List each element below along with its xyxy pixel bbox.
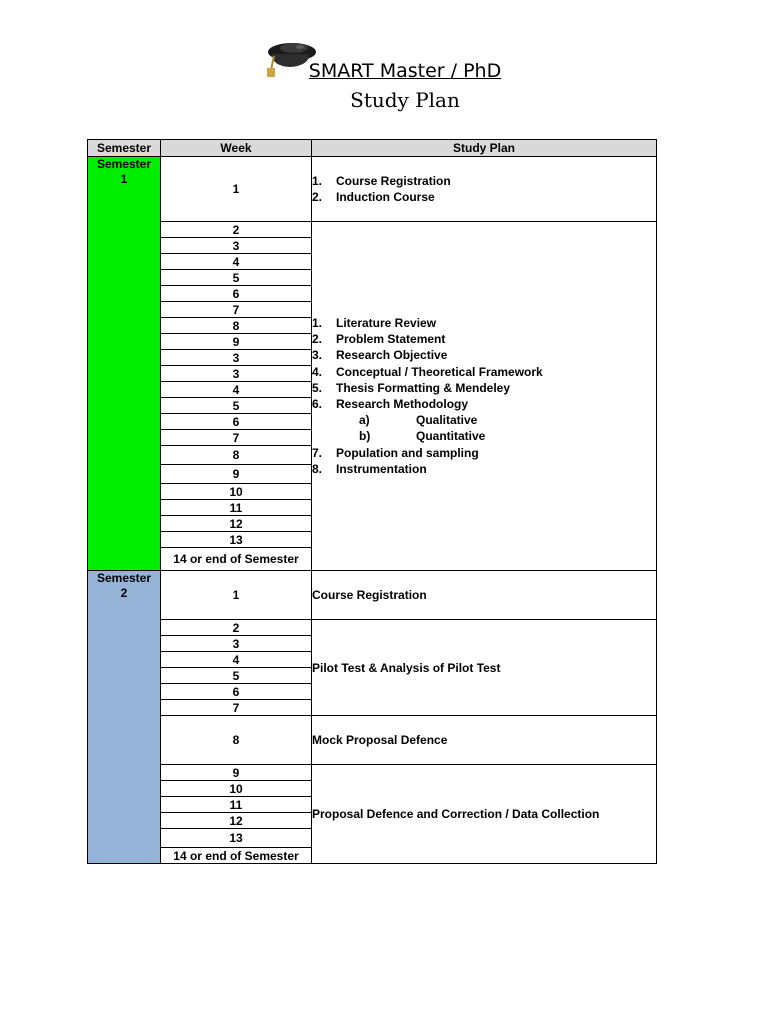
week-cell: 10 xyxy=(161,484,312,500)
week-cell: 3 xyxy=(161,366,312,382)
week-cell: 1 xyxy=(161,571,312,620)
list-item: 2. Induction Course xyxy=(312,190,435,204)
table-row xyxy=(88,222,657,238)
week-cell: 9 xyxy=(161,334,312,350)
study-plan-list xyxy=(312,173,656,205)
week-cell: 10 xyxy=(161,781,312,797)
week-cell: 3 xyxy=(161,636,312,652)
document-header xyxy=(0,0,768,130)
study-plan-table xyxy=(87,139,657,864)
week-cell: 7 xyxy=(161,430,312,446)
week-cell: 12 xyxy=(161,516,312,532)
week-cell: 2 xyxy=(161,620,312,636)
document-subtitle: Study Plan xyxy=(350,88,460,112)
semester-2-cell: Semester 2 xyxy=(88,571,161,864)
week-cell: 14 or end of Semester xyxy=(161,548,312,571)
table-row xyxy=(88,620,657,636)
list-item: 2. Problem Statement xyxy=(312,332,446,347)
week-cell: 6 xyxy=(161,684,312,700)
week-cell: 9 xyxy=(161,765,312,781)
week-cell: 4 xyxy=(161,382,312,398)
week-cell: 1 xyxy=(161,157,312,222)
week-cell: 5 xyxy=(161,398,312,414)
week-cell: 11 xyxy=(161,500,312,516)
list-item: 4. Conceptual / Theoretical Framework xyxy=(312,364,543,379)
study-plan-cell xyxy=(312,222,657,571)
study-plan-cell: Mock Proposal Defence xyxy=(312,716,657,765)
table-row xyxy=(88,716,657,765)
table-header-row xyxy=(88,140,657,157)
week-cell: 5 xyxy=(161,668,312,684)
week-cell: 8 xyxy=(161,716,312,765)
week-cell: 6 xyxy=(161,286,312,302)
week-cell: 4 xyxy=(161,254,312,270)
week-cell: 7 xyxy=(161,302,312,318)
column-header-semester: Semester xyxy=(88,140,161,157)
week-cell: 6 xyxy=(161,414,312,430)
semester-1-cell: Semester 1 xyxy=(88,157,161,571)
table-row xyxy=(88,765,657,781)
week-cell: 13 xyxy=(161,532,312,548)
study-plan-cell: Course Registration xyxy=(312,571,657,620)
week-cell: 8 xyxy=(161,446,312,465)
list-item: a) Qualitative xyxy=(359,413,478,428)
list-item: 6. Research Methodology xyxy=(312,397,469,411)
list-item: 1. Literature Review xyxy=(312,315,437,330)
week-cell: 14 or end of Semester xyxy=(161,848,312,864)
study-plan-list xyxy=(312,315,656,477)
week-cell: 11 xyxy=(161,797,312,813)
list-item: 5. Thesis Formatting & Mendeley xyxy=(312,380,511,395)
list-item: b) Quantitative xyxy=(359,429,486,444)
week-cell: 5 xyxy=(161,270,312,286)
list-item: 3. Research Objective xyxy=(312,348,448,363)
week-cell: 8 xyxy=(161,318,312,334)
document-title: SMART Master / PhD xyxy=(308,60,502,82)
table-row xyxy=(88,571,657,620)
list-item: 7. Population and sampling xyxy=(312,445,479,460)
week-cell: 13 xyxy=(161,829,312,848)
week-cell: 3 xyxy=(161,238,312,254)
study-plan-cell: Proposal Defence and Correction / Data Collection xyxy=(312,765,657,864)
week-cell: 2 xyxy=(161,222,312,238)
study-plan-cell: Pilot Test & Analysis of Pilot Test xyxy=(312,620,657,716)
column-header-study-plan: Study Plan xyxy=(312,140,657,157)
week-cell: 9 xyxy=(161,465,312,484)
column-header-week: Week xyxy=(161,140,312,157)
list-item: 8. Instrumentation xyxy=(312,461,427,476)
week-cell: 3 xyxy=(161,350,312,366)
week-cell: 12 xyxy=(161,813,312,829)
table-row xyxy=(88,157,657,222)
list-item: 1. Course Registration xyxy=(312,173,451,188)
week-cell: 7 xyxy=(161,700,312,716)
week-cell: 4 xyxy=(161,652,312,668)
study-plan-cell xyxy=(312,157,657,222)
